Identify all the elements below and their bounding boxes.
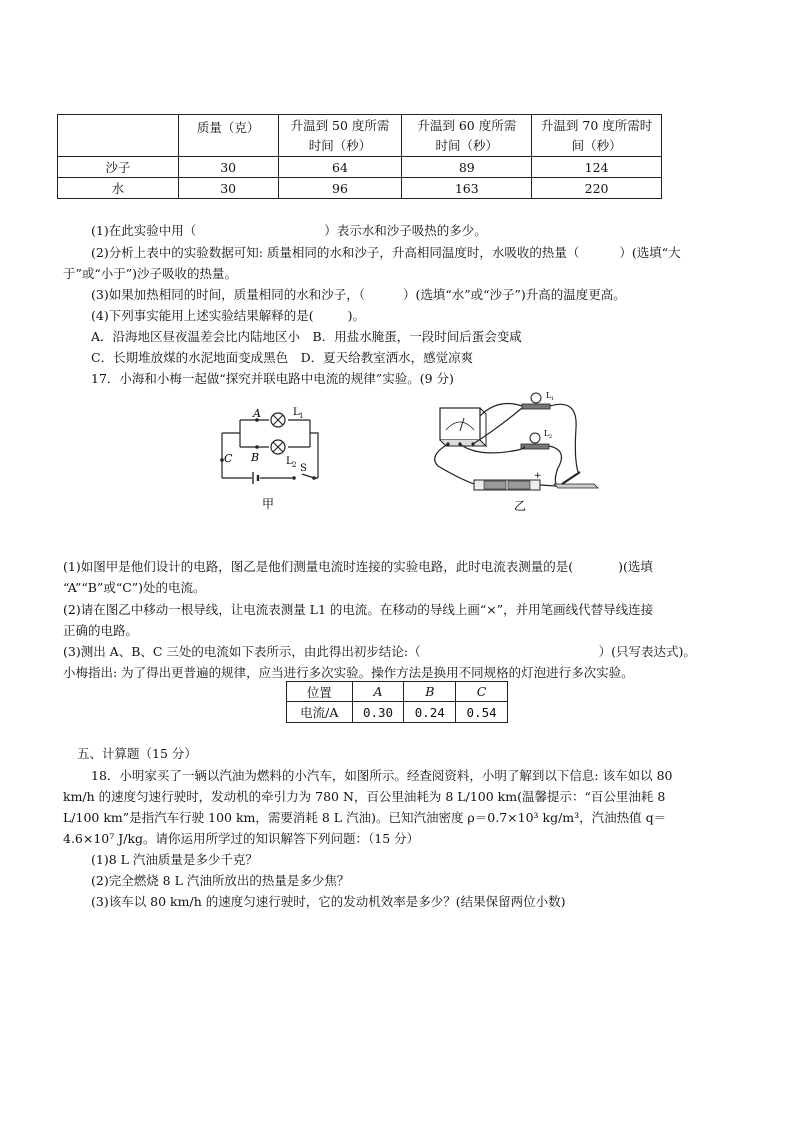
heating-data-table-wrap xyxy=(57,114,662,199)
table-cell: 64 xyxy=(278,157,402,178)
row-label: 电流/A xyxy=(287,702,353,723)
label-switch: S xyxy=(300,463,307,474)
header-cell: 升温到 70 度所需时 间（秒） xyxy=(532,115,662,157)
header-cell: A xyxy=(352,682,404,702)
table-cell: 0.24 xyxy=(404,702,456,723)
switch-icon xyxy=(292,476,316,480)
q18-line3: L/100 km”是指汽车行驶 100 km，需要消耗 8 L 汽油)。已知汽油密度 ρ＝0.7×10³ kg/m³，汽油热值 q＝ xyxy=(63,810,667,825)
q17-part2-cont: 正确的电路。 xyxy=(63,623,139,638)
table-cell: 96 xyxy=(278,178,402,199)
label-l1: L xyxy=(293,407,300,418)
current-table-wrap xyxy=(286,681,508,723)
q18-sub1: (1)8 L 汽油质量是多少千克？ xyxy=(91,852,258,867)
table-cell: 30 xyxy=(178,178,278,199)
q16-part2-cont: 于”或“小于”)沙子吸收的热量。 xyxy=(63,266,238,281)
table-cell: 163 xyxy=(402,178,532,199)
table-row xyxy=(58,157,662,178)
figure-caption-jia: 甲 xyxy=(262,497,275,511)
label-point-b: B xyxy=(251,451,260,464)
table-cell: 124 xyxy=(532,157,662,178)
physical-circuit-yi xyxy=(418,388,608,518)
header-cell: 质量（克） xyxy=(178,115,278,157)
q16-part4 xyxy=(91,307,365,325)
knife-switch-icon xyxy=(554,472,598,488)
lamp-l2-icon xyxy=(271,440,285,454)
q17-title: 17．小海和小梅一起做“探究并联电路中电流的规律”实验。(9 分) xyxy=(91,371,454,386)
q17-part1 xyxy=(63,558,653,576)
q18-line4: 4.6×10⁷ J/kg。请你运用所学过的知识解答下列问题：（15 分） xyxy=(63,831,420,846)
row-label: 沙子 xyxy=(58,157,179,178)
label-l2-sub: 2 xyxy=(292,461,297,469)
q16-part3-text-end: ）(选填“水”或“沙子”)升高的温度更高。 xyxy=(402,287,626,302)
bulb-l2-label: L xyxy=(544,429,550,438)
battery-holder-icon xyxy=(474,471,542,490)
q16-part4-text: (4)下列事实能用上述实验结果解释的是( xyxy=(91,308,314,323)
row-label: 水 xyxy=(58,178,179,199)
label-l2: L xyxy=(286,456,293,467)
q16-part1 xyxy=(91,222,487,240)
bulb-l1-label: L xyxy=(546,391,552,400)
q16-options-ab: A．沿海地区昼夜温差会比内陆地区小 B．用盐水腌蛋，一段时间后蛋会变咸 xyxy=(91,329,522,344)
q17-part2: (2)请在图乙中移动一根导线，让电流表测量 L1 的电流。在移动的导线上画“×”，并用笔画线代替导线连接 xyxy=(63,602,654,617)
q16-part1-text: (1)在此实验中用（ xyxy=(91,223,197,238)
q16-options-cd: C．长期堆放煤的水泥地面变成黑色 D．夏天给教室洒水，感觉凉爽 xyxy=(91,350,474,365)
bulb-l2-label-sub: 2 xyxy=(549,434,553,440)
header-cell: 升温到 50 度所需 时间（秒） xyxy=(278,115,402,157)
q17-part4: 小梅指出: 为了得出更普遍的规律，应当进行多次实验。操作方法是换用不同规格的灯泡进行多次实验。 xyxy=(63,665,634,680)
q17-part1-text-end: )(选填 xyxy=(618,559,653,574)
label-point-a: A xyxy=(253,407,261,420)
header-cell: 升温到 60 度所需 时间（秒） xyxy=(402,115,532,157)
q17-part1-cont: “A”“B”或“C”)处的电流。 xyxy=(63,580,206,595)
header-cell: C xyxy=(456,682,508,702)
table-row xyxy=(287,702,508,723)
q16-part2 xyxy=(91,244,681,262)
bulb-l1-icon xyxy=(522,391,554,409)
q18-sub3: (3)该车以 80 km/h 的速度匀速行驶时，它的发动机效率是多少？(结果保留两位小数) xyxy=(91,894,566,909)
label-l1-sub: 1 xyxy=(299,412,304,420)
table-cell: 0.54 xyxy=(456,702,508,723)
q16-part2-text: (2)分析上表中的实验数据可知: 质量相同的水和沙子，升高相同温度时，水吸收的热量（ xyxy=(91,245,580,260)
table-cell: 30 xyxy=(178,157,278,178)
header-cell: B xyxy=(404,682,456,702)
label-point-c: C xyxy=(224,452,233,465)
table-cell: 0.30 xyxy=(352,702,404,723)
battery-icon xyxy=(253,472,258,484)
q16-part4-text-end: )。 xyxy=(347,308,365,323)
section-heading: 五、计算题（15 分） xyxy=(77,746,197,761)
circuit-diagram-jia xyxy=(210,400,340,515)
bulb-l2-icon xyxy=(521,429,552,449)
q18-line1: 18．小明家买了一辆以汽油为燃料的小汽车，如图所示。经查阅资料，小明了解到以下信息: 该车如以 80 xyxy=(91,768,673,783)
q18-sub2: (2)完全燃烧 8 L 汽油所放出的热量是多少焦？ xyxy=(91,873,350,888)
q16-part1-text-end: ）表示水和沙子吸热的多少。 xyxy=(324,223,487,238)
table-cell: 89 xyxy=(402,157,532,178)
q18-line2: km/h 的速度匀速行驶时，发动机的牵引力为 780 N，百公里油耗为 8 L/100 km(温馨提示：“百公里油耗 8 xyxy=(63,789,666,804)
heating-data-table xyxy=(57,114,662,199)
q17-part1-text: (1)如图甲是他们设计的电路，图乙是他们测量电流时连接的实验电路，此时电流表测量的是( xyxy=(63,559,574,574)
table-header-row xyxy=(58,115,662,157)
bulb-l1-label-sub: 1 xyxy=(551,396,555,402)
q17-part3 xyxy=(63,643,696,661)
lamp-l1-icon xyxy=(271,413,285,427)
q16-part3 xyxy=(91,286,626,304)
junction-dot xyxy=(255,445,259,449)
q16-part2-text-end: ）(选填“大 xyxy=(619,245,681,260)
q17-part3-text: (3)测出 A、B、C 三处的电流如下表所示，由此得出初步结论:（ xyxy=(63,644,421,659)
q16-part3-text: (3)如果加热相同的时间，质量相同的水和沙子，（ xyxy=(91,287,365,302)
table-header-row xyxy=(287,682,508,702)
current-table xyxy=(286,681,508,723)
q17-part3-text-end: ）(只写表达式)。 xyxy=(598,644,696,659)
header-cell: 位置 xyxy=(287,682,353,702)
header-cell xyxy=(58,115,179,157)
figure-caption-yi: 乙 xyxy=(514,499,527,513)
table-cell: 220 xyxy=(532,178,662,199)
table-row xyxy=(58,178,662,199)
svg-text:+: + xyxy=(534,471,542,481)
